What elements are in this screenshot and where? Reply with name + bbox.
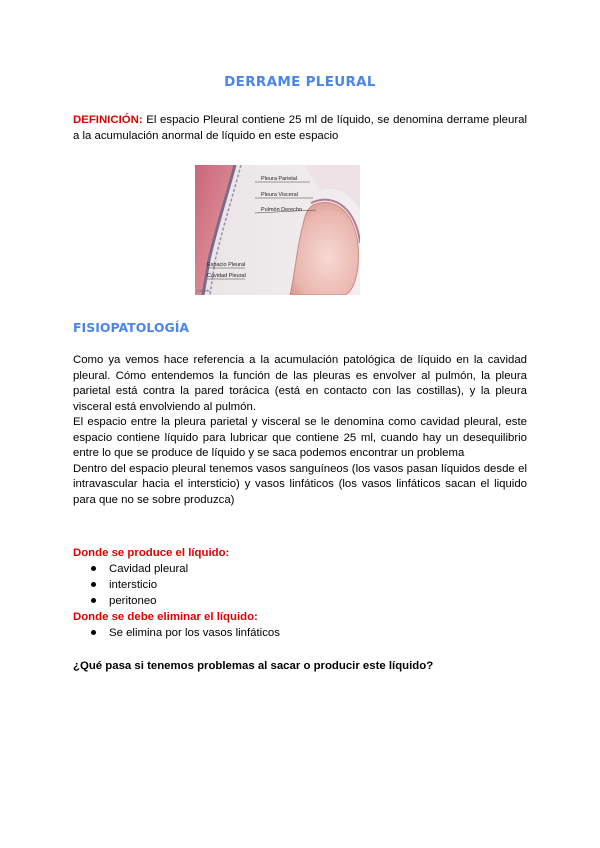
label-pulmon-derecho: Pulmón Derecho <box>261 207 302 213</box>
document-title: DERRAME PLEURAL <box>224 74 376 90</box>
list-item: intersticio <box>73 577 527 593</box>
produce-list <box>73 561 527 609</box>
definition-text: El espacio Pleural contiene 25 ml de líquido, se denomina derrame pleural a la acumulación anormal de líquido en este espacio <box>73 114 528 142</box>
bullet-icon <box>91 630 96 635</box>
definition-label: DEFINICIÓN: <box>73 114 143 126</box>
fisiopatologia-body <box>73 353 527 508</box>
list-item: peritoneo <box>73 593 527 609</box>
produce-heading: Donde se produce el líquido: <box>73 547 230 559</box>
paragraph-1: Como ya vemos hace referencia a la acumulación patológica de líquido en la cavidad pleural. Cómo entendemos la función de las pleuras es envolver al pulmón, la pleura parietal está contra la pared torácica (está en contacto con las costillas), y la pleura visceral está envolviendo al pulmón. <box>73 354 527 413</box>
list-item: Cavidad pleural <box>73 561 527 577</box>
paragraph-3: Dentro del espacio pleural tenemos vasos sanguíneos (los vasos pasan líquidos desde el intravascular hacia el intersticio) y vasos linfáticos (los vasos linfáticos sacan el liquido para que no se sobre produzca) <box>73 462 527 506</box>
pleura-illustration <box>195 165 360 295</box>
produce-section <box>73 545 527 641</box>
bullet-icon <box>91 566 96 571</box>
label-pleura-parietal: Pleura Parietal <box>261 176 298 182</box>
closing-question: ¿Qué pasa si tenemos problemas al sacar o producir este líquido? <box>73 660 434 672</box>
bullet-icon <box>91 582 96 587</box>
paragraph-2: El espacio entre la pleura parietal y visceral se le denomina como cavidad pleural, este espacio contiene líquido para lubricar que contiene 25 ml, cuando hay un desequilibrio entre lo que se produce de líquido y se saca podemos encontrar un problema <box>73 416 527 459</box>
figure-credit: ©ADAM <box>197 289 210 293</box>
fisiopatologia-heading: FISIOPATOLOGÍA <box>73 320 190 335</box>
elimina-list <box>73 625 527 641</box>
list-item: Se elimina por los vasos linfáticos <box>73 625 527 641</box>
label-pleura-visceral: Pleura Visceral <box>261 192 298 198</box>
elimina-heading: Donde se debe eliminar el líquido: <box>73 611 258 623</box>
definition-paragraph <box>73 112 527 144</box>
label-espacio-pleural: Espacio Pleural <box>207 262 246 268</box>
label-cavidad-pleural: Cavidad Pleural <box>207 273 246 279</box>
bullet-icon <box>91 598 96 603</box>
